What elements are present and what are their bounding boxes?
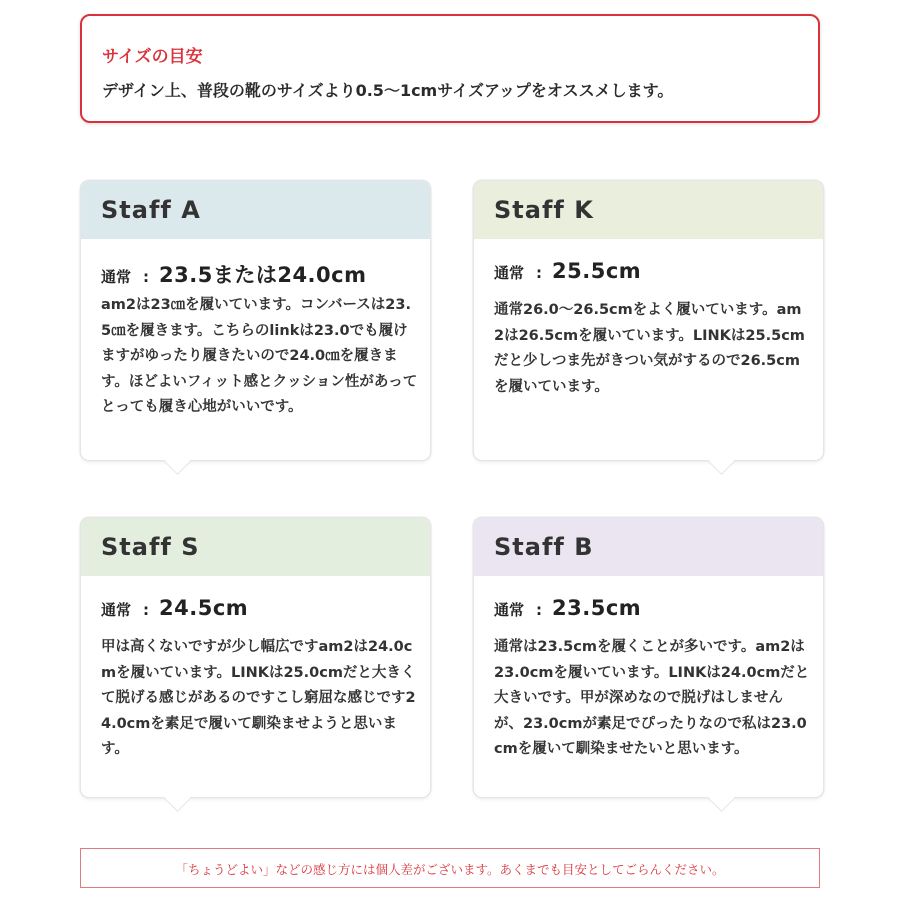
staff-card-header	[474, 181, 823, 239]
usual-size-row	[494, 259, 641, 283]
staff-name: Staff A	[101, 196, 201, 224]
usual-size-row	[101, 259, 366, 289]
staff-comment: 通常26.0〜26.5cmをよく履いています。am2は26.5cmを履いています。LINKは25.5cmだと少しつま先がきつい気がするので26.5cmを履いています。	[494, 302, 805, 395]
usual-size-value: 23.5cm	[552, 596, 642, 620]
staff-card-k	[474, 181, 823, 460]
staff-name: Staff K	[494, 196, 594, 224]
usual-label: 通常	[101, 601, 132, 619]
staff-card-s	[81, 518, 430, 797]
usual-size-value: 25.5cm	[552, 259, 642, 283]
staff-comment: 甲は高くないですが少し幅広ですam2は24.0cmを履いています。LINKは25.0cmだと大きくて脱げる感じがあるのですこし窮屈な感じです24.0cmを素足で履いて馴染ませようと思います。	[101, 639, 416, 757]
staff-card-header	[81, 181, 430, 239]
staff-comment: am2は23㎝を履いています。コンバースは23.5㎝を履きます。こちらのlinkは23.0でも履けますがゆったり履きたいので24.0㎝を履きます。ほどよいフィット感とクッション性があってとっても履き心地がいいです。	[101, 297, 418, 415]
usual-label: 通常	[494, 264, 525, 282]
usual-size-value: 23.5または24.0cm	[159, 263, 367, 287]
staff-card-header	[81, 518, 430, 576]
usual-label: 通常	[101, 268, 132, 286]
staff-comment: 通常は23.5cmを履くことが多いです。am2は23.0cmを履いています。LINKは24.0cmだと大きいです。甲が深めなので脱げはしませんが、23.0cmが素足でぴったりなので私は23.0cmを履いて馴染ませたいと思います。	[494, 639, 810, 757]
usual-size-value: 24.5cm	[159, 596, 249, 620]
size-guide-text: デザイン上、普段の靴のサイズより0.5〜1cmサイズアップをオススメします。	[102, 81, 674, 100]
staff-card-header	[474, 518, 823, 576]
disclaimer-box	[80, 848, 820, 888]
usual-separator: :	[143, 268, 150, 286]
usual-label: 通常	[494, 601, 525, 619]
staff-card-a	[81, 181, 430, 460]
usual-separator: :	[536, 601, 543, 619]
usual-separator: :	[536, 264, 543, 282]
staff-name: Staff S	[101, 533, 200, 561]
size-guide-box	[80, 14, 820, 123]
usual-separator: :	[143, 601, 150, 619]
staff-name: Staff B	[494, 533, 594, 561]
usual-size-row	[101, 596, 248, 620]
size-guide-title: サイズの目安	[102, 47, 203, 67]
disclaimer-text: 「ちょうどよい」などの感じ方には個人差がございます。あくまでも目安としてごらんください。	[175, 862, 725, 877]
staff-card-b	[474, 518, 823, 797]
usual-size-row	[494, 596, 641, 620]
